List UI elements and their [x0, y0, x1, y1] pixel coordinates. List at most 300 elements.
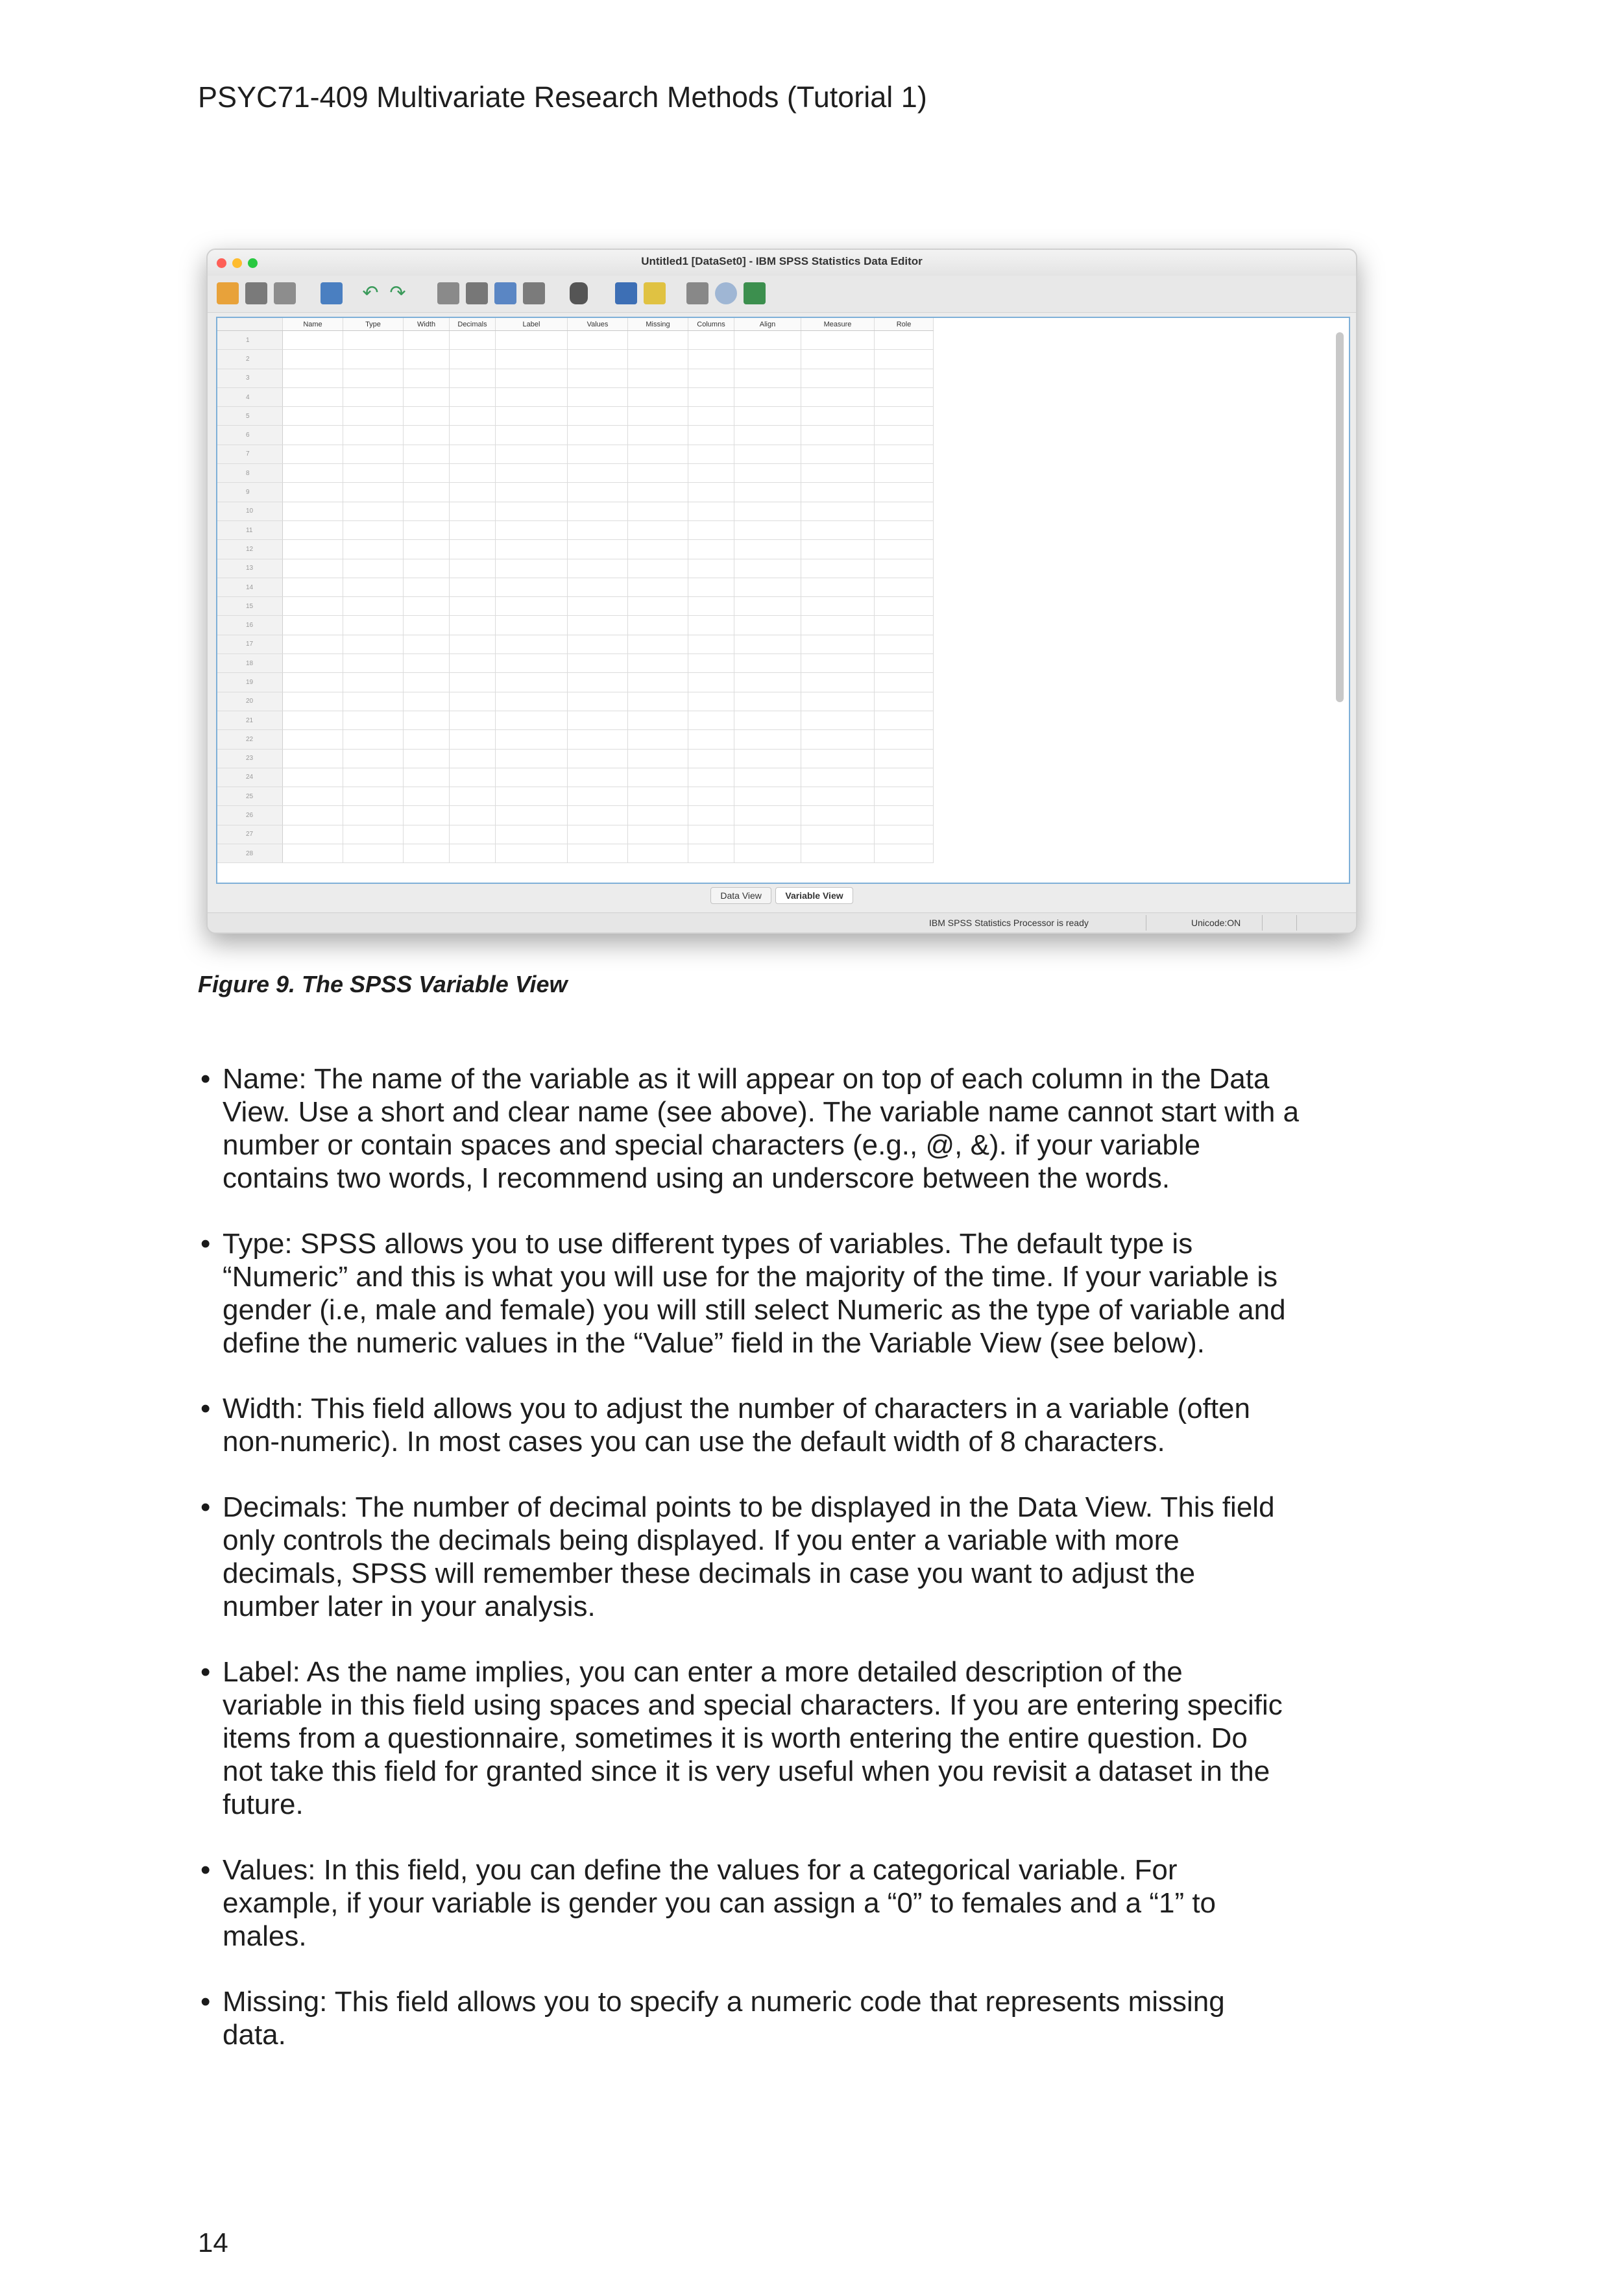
grid-cell[interactable] — [688, 711, 734, 729]
row-number[interactable]: 1 — [217, 331, 283, 350]
grid-cell[interactable] — [568, 520, 628, 539]
grid-cell[interactable] — [568, 730, 628, 749]
grid-cell[interactable] — [628, 597, 688, 616]
grid-cell[interactable] — [568, 540, 628, 559]
grid-cell[interactable] — [875, 445, 934, 463]
grid-cell[interactable] — [688, 445, 734, 463]
grid-cell[interactable] — [450, 673, 496, 692]
column-header[interactable]: Align — [734, 318, 801, 331]
row-number[interactable]: 9 — [217, 483, 283, 502]
grid-cell[interactable] — [283, 387, 343, 406]
grid-cell[interactable] — [496, 350, 568, 369]
grid-cell[interactable] — [628, 749, 688, 768]
grid-cell[interactable] — [404, 616, 450, 635]
grid-cell[interactable] — [734, 825, 801, 844]
grid-cell[interactable] — [628, 369, 688, 387]
grid-cell[interactable] — [628, 844, 688, 863]
grid-cell[interactable] — [875, 787, 934, 806]
grid-cell[interactable] — [343, 844, 404, 863]
grid-cell[interactable] — [496, 654, 568, 673]
grid-cell[interactable] — [688, 654, 734, 673]
grid-cell[interactable] — [688, 464, 734, 483]
grid-cell[interactable] — [628, 806, 688, 825]
grid-cell[interactable] — [801, 597, 875, 616]
grid-cell[interactable] — [404, 673, 450, 692]
grid-cell[interactable] — [450, 559, 496, 578]
grid-cell[interactable] — [496, 502, 568, 520]
grid-cell[interactable] — [496, 426, 568, 445]
grid-cell[interactable] — [628, 787, 688, 806]
grid-cell[interactable] — [628, 426, 688, 445]
grid-cell[interactable] — [404, 692, 450, 711]
column-header[interactable]: Measure — [801, 318, 875, 331]
grid-cell[interactable] — [283, 426, 343, 445]
grid-cell[interactable] — [628, 483, 688, 502]
grid-cell[interactable] — [404, 768, 450, 787]
grid-cell[interactable] — [343, 825, 404, 844]
grid-cell[interactable] — [875, 369, 934, 387]
grid-cell[interactable] — [450, 768, 496, 787]
grid-cell[interactable] — [496, 520, 568, 539]
grid-cell[interactable] — [568, 806, 628, 825]
grid-cell[interactable] — [404, 844, 450, 863]
grid-cell[interactable] — [450, 616, 496, 635]
grid-cell[interactable] — [404, 426, 450, 445]
value-labels-icon[interactable] — [715, 282, 737, 304]
grid-cell[interactable] — [734, 540, 801, 559]
row-number[interactable]: 13 — [217, 559, 283, 578]
column-header[interactable]: Name — [283, 318, 343, 331]
grid-cell[interactable] — [568, 787, 628, 806]
grid-cell[interactable] — [404, 787, 450, 806]
grid-cell[interactable] — [801, 520, 875, 539]
grid-cell[interactable] — [343, 559, 404, 578]
row-number[interactable]: 27 — [217, 825, 283, 844]
grid-cell[interactable] — [404, 407, 450, 426]
grid-cell[interactable] — [688, 616, 734, 635]
grid-cell[interactable] — [283, 825, 343, 844]
grid-cell[interactable] — [343, 331, 404, 350]
grid-cell[interactable] — [628, 445, 688, 463]
grid-cell[interactable] — [343, 540, 404, 559]
grid-cell[interactable] — [875, 635, 934, 653]
grid-cell[interactable] — [688, 387, 734, 406]
grid-cell[interactable] — [496, 673, 568, 692]
print-icon[interactable] — [274, 282, 296, 304]
grid-cell[interactable] — [450, 331, 496, 350]
grid-cell[interactable] — [801, 464, 875, 483]
row-number[interactable]: 20 — [217, 692, 283, 711]
grid-cell[interactable] — [734, 559, 801, 578]
grid-cell[interactable] — [734, 483, 801, 502]
use-variable-sets-icon[interactable] — [744, 282, 766, 304]
vertical-scrollbar[interactable] — [1336, 332, 1344, 702]
row-number[interactable]: 17 — [217, 635, 283, 653]
grid-cell[interactable] — [450, 387, 496, 406]
grid-cell[interactable] — [496, 787, 568, 806]
grid-cell[interactable] — [404, 654, 450, 673]
grid-cell[interactable] — [801, 711, 875, 729]
grid-cell[interactable] — [628, 654, 688, 673]
grid-cell[interactable] — [688, 483, 734, 502]
grid-cell[interactable] — [450, 844, 496, 863]
grid-cell[interactable] — [404, 711, 450, 729]
grid-cell[interactable] — [734, 331, 801, 350]
grid-cell[interactable] — [568, 578, 628, 596]
grid-cell[interactable] — [688, 331, 734, 350]
grid-cell[interactable] — [450, 445, 496, 463]
row-number[interactable]: 7 — [217, 445, 283, 463]
grid-cell[interactable] — [875, 749, 934, 768]
goto-variable-icon[interactable] — [466, 282, 488, 304]
grid-cell[interactable] — [450, 654, 496, 673]
grid-cell[interactable] — [343, 350, 404, 369]
grid-cell[interactable] — [450, 597, 496, 616]
grid-cell[interactable] — [628, 559, 688, 578]
grid-cell[interactable] — [801, 787, 875, 806]
grid-cell[interactable] — [283, 369, 343, 387]
grid-cell[interactable] — [568, 350, 628, 369]
grid-cell[interactable] — [875, 730, 934, 749]
grid-cell[interactable] — [283, 464, 343, 483]
grid-cell[interactable] — [496, 483, 568, 502]
grid-cell[interactable] — [404, 445, 450, 463]
grid-cell[interactable] — [283, 331, 343, 350]
grid-cell[interactable] — [404, 483, 450, 502]
grid-cell[interactable] — [801, 654, 875, 673]
grid-cell[interactable] — [801, 806, 875, 825]
grid-cell[interactable] — [801, 730, 875, 749]
grid-cell[interactable] — [343, 635, 404, 653]
grid-cell[interactable] — [688, 768, 734, 787]
grid-cell[interactable] — [801, 426, 875, 445]
grid-cell[interactable] — [628, 578, 688, 596]
grid-cell[interactable] — [450, 692, 496, 711]
grid-cell[interactable] — [496, 825, 568, 844]
grid-cell[interactable] — [734, 369, 801, 387]
grid-cell[interactable] — [568, 387, 628, 406]
grid-cell[interactable] — [734, 692, 801, 711]
grid-cell[interactable] — [801, 825, 875, 844]
grid-cell[interactable] — [628, 673, 688, 692]
grid-cell[interactable] — [801, 559, 875, 578]
column-header[interactable]: Width — [404, 318, 450, 331]
row-number[interactable]: 10 — [217, 502, 283, 520]
grid-cell[interactable] — [734, 730, 801, 749]
grid-cell[interactable] — [875, 464, 934, 483]
row-number[interactable]: 25 — [217, 787, 283, 806]
grid-cell[interactable] — [568, 844, 628, 863]
grid-cell[interactable] — [688, 730, 734, 749]
grid-cell[interactable] — [568, 825, 628, 844]
grid-cell[interactable] — [628, 768, 688, 787]
grid-cell[interactable] — [283, 844, 343, 863]
grid-cell[interactable] — [283, 483, 343, 502]
grid-cell[interactable] — [568, 483, 628, 502]
grid-cell[interactable] — [688, 787, 734, 806]
grid-cell[interactable] — [734, 616, 801, 635]
grid-cell[interactable] — [628, 711, 688, 729]
grid-cell[interactable] — [496, 635, 568, 653]
grid-cell[interactable] — [404, 635, 450, 653]
grid-cell[interactable] — [568, 768, 628, 787]
grid-cell[interactable] — [801, 445, 875, 463]
grid-cell[interactable] — [343, 426, 404, 445]
grid-cell[interactable] — [628, 387, 688, 406]
grid-cell[interactable] — [343, 483, 404, 502]
grid-cell[interactable] — [734, 673, 801, 692]
grid-cell[interactable] — [688, 350, 734, 369]
undo-icon[interactable]: ↶ — [362, 282, 379, 304]
grid-cell[interactable] — [450, 825, 496, 844]
grid-cell[interactable] — [283, 350, 343, 369]
grid-cell[interactable] — [343, 407, 404, 426]
find-icon[interactable] — [570, 282, 588, 304]
row-number[interactable]: 6 — [217, 426, 283, 445]
grid-cell[interactable] — [343, 520, 404, 539]
grid-cell[interactable] — [283, 692, 343, 711]
row-number[interactable]: 11 — [217, 520, 283, 539]
row-number[interactable]: 15 — [217, 597, 283, 616]
grid-cell[interactable] — [875, 350, 934, 369]
grid-cell[interactable] — [283, 578, 343, 596]
grid-cell[interactable] — [343, 787, 404, 806]
grid-cell[interactable] — [404, 387, 450, 406]
grid-cell[interactable] — [801, 616, 875, 635]
grid-cell[interactable] — [343, 730, 404, 749]
dialog-recall-icon[interactable] — [321, 282, 343, 304]
column-header[interactable]: Decimals — [450, 318, 496, 331]
grid-cell[interactable] — [801, 578, 875, 596]
grid-cell[interactable] — [450, 502, 496, 520]
row-number[interactable]: 16 — [217, 616, 283, 635]
grid-cell[interactable] — [875, 426, 934, 445]
grid-cell[interactable] — [283, 749, 343, 768]
grid-cell[interactable] — [404, 464, 450, 483]
grid-cell[interactable] — [568, 673, 628, 692]
grid-cell[interactable] — [688, 426, 734, 445]
grid-cell[interactable] — [568, 616, 628, 635]
row-number[interactable]: 12 — [217, 540, 283, 559]
column-header[interactable]: Label — [496, 318, 568, 331]
grid-cell[interactable] — [734, 464, 801, 483]
grid-cell[interactable] — [404, 825, 450, 844]
grid-cell[interactable] — [404, 559, 450, 578]
grid-cell[interactable] — [628, 730, 688, 749]
row-number[interactable]: 3 — [217, 369, 283, 387]
grid-cell[interactable] — [450, 635, 496, 653]
grid-cell[interactable] — [450, 350, 496, 369]
grid-cell[interactable] — [734, 844, 801, 863]
grid-cell[interactable] — [496, 540, 568, 559]
grid-cell[interactable] — [688, 597, 734, 616]
row-number[interactable]: 5 — [217, 407, 283, 426]
grid-cell[interactable] — [450, 540, 496, 559]
grid-cell[interactable] — [734, 787, 801, 806]
grid-cell[interactable] — [283, 407, 343, 426]
grid-cell[interactable] — [734, 426, 801, 445]
grid-cell[interactable] — [568, 369, 628, 387]
grid-cell[interactable] — [343, 768, 404, 787]
grid-cell[interactable] — [875, 673, 934, 692]
grid-cell[interactable] — [404, 540, 450, 559]
grid-cell[interactable] — [688, 502, 734, 520]
grid-cell[interactable] — [568, 635, 628, 653]
grid-cell[interactable] — [404, 331, 450, 350]
grid-cell[interactable] — [875, 692, 934, 711]
grid-cell[interactable] — [875, 407, 934, 426]
grid-cell[interactable] — [283, 711, 343, 729]
row-number[interactable]: 4 — [217, 387, 283, 406]
grid-cell[interactable] — [875, 844, 934, 863]
grid-cell[interactable] — [496, 730, 568, 749]
grid-cell[interactable] — [568, 445, 628, 463]
grid-cell[interactable] — [283, 616, 343, 635]
grid-cell[interactable] — [343, 654, 404, 673]
grid-cell[interactable] — [875, 559, 934, 578]
redo-icon[interactable]: ↷ — [389, 282, 406, 304]
grid-cell[interactable] — [283, 806, 343, 825]
grid-cell[interactable] — [688, 578, 734, 596]
grid-cell[interactable] — [628, 635, 688, 653]
open-folder-icon[interactable] — [217, 282, 239, 304]
row-number[interactable]: 28 — [217, 844, 283, 863]
grid-cell[interactable] — [628, 616, 688, 635]
grid-cell[interactable] — [688, 635, 734, 653]
grid-cell[interactable] — [404, 502, 450, 520]
grid-cell[interactable] — [496, 407, 568, 426]
grid-cell[interactable] — [688, 559, 734, 578]
run-descriptives-icon[interactable] — [523, 282, 545, 304]
grid-cell[interactable] — [450, 426, 496, 445]
grid-cell[interactable] — [496, 844, 568, 863]
column-header[interactable]: Columns — [688, 318, 734, 331]
grid-cell[interactable] — [875, 331, 934, 350]
grid-cell[interactable] — [875, 483, 934, 502]
grid-cell[interactable] — [568, 597, 628, 616]
grid-cell[interactable] — [283, 673, 343, 692]
grid-cell[interactable] — [283, 635, 343, 653]
grid-cell[interactable] — [875, 616, 934, 635]
grid-cell[interactable] — [734, 502, 801, 520]
grid-cell[interactable] — [875, 578, 934, 596]
grid-cell[interactable] — [283, 787, 343, 806]
grid-cell[interactable] — [801, 692, 875, 711]
row-number[interactable]: 24 — [217, 768, 283, 787]
grid-cell[interactable] — [734, 350, 801, 369]
grid-cell[interactable] — [734, 635, 801, 653]
grid-cell[interactable] — [801, 749, 875, 768]
grid-cell[interactable] — [875, 806, 934, 825]
grid-cell[interactable] — [875, 520, 934, 539]
grid-cell[interactable] — [496, 749, 568, 768]
grid-cell[interactable] — [801, 350, 875, 369]
grid-cell[interactable] — [283, 597, 343, 616]
grid-cell[interactable] — [496, 711, 568, 729]
grid-cell[interactable] — [875, 540, 934, 559]
grid-cell[interactable] — [496, 578, 568, 596]
grid-cell[interactable] — [875, 597, 934, 616]
grid-cell[interactable] — [404, 350, 450, 369]
grid-cell[interactable] — [404, 730, 450, 749]
grid-cell[interactable] — [875, 654, 934, 673]
grid-cell[interactable] — [801, 635, 875, 653]
grid-cell[interactable] — [404, 597, 450, 616]
grid-cell[interactable] — [496, 768, 568, 787]
grid-cell[interactable] — [568, 407, 628, 426]
grid-cell[interactable] — [801, 502, 875, 520]
grid-cell[interactable] — [875, 711, 934, 729]
column-header[interactable]: Missing — [628, 318, 688, 331]
grid-cell[interactable] — [450, 787, 496, 806]
grid-cell[interactable] — [568, 692, 628, 711]
row-number[interactable]: 2 — [217, 350, 283, 369]
goto-case-icon[interactable] — [437, 282, 459, 304]
grid-cell[interactable] — [450, 464, 496, 483]
grid-cell[interactable] — [283, 502, 343, 520]
grid-cell[interactable] — [734, 407, 801, 426]
grid-cell[interactable] — [875, 768, 934, 787]
grid-cell[interactable] — [568, 749, 628, 768]
grid-cell[interactable] — [801, 387, 875, 406]
grid-cell[interactable] — [628, 407, 688, 426]
grid-cell[interactable] — [404, 749, 450, 768]
grid-cell[interactable] — [628, 825, 688, 844]
grid-cell[interactable] — [450, 749, 496, 768]
grid-cell[interactable] — [450, 806, 496, 825]
grid-cell[interactable] — [568, 502, 628, 520]
grid-cell[interactable] — [450, 483, 496, 502]
grid-cell[interactable] — [496, 445, 568, 463]
grid-cell[interactable] — [343, 597, 404, 616]
grid-cell[interactable] — [734, 445, 801, 463]
grid-cell[interactable] — [568, 711, 628, 729]
grid-cell[interactable] — [628, 464, 688, 483]
grid-cell[interactable] — [568, 559, 628, 578]
grid-cell[interactable] — [801, 483, 875, 502]
grid-cell[interactable] — [875, 825, 934, 844]
grid-cell[interactable] — [688, 749, 734, 768]
grid-cell[interactable] — [283, 654, 343, 673]
row-number[interactable]: 14 — [217, 578, 283, 596]
grid-cell[interactable] — [343, 616, 404, 635]
row-number[interactable]: 21 — [217, 711, 283, 729]
grid-cell[interactable] — [628, 540, 688, 559]
grid-cell[interactable] — [496, 559, 568, 578]
row-number[interactable]: 18 — [217, 654, 283, 673]
grid-cell[interactable] — [801, 540, 875, 559]
grid-cell[interactable] — [343, 673, 404, 692]
tab-data-view[interactable]: Data View — [710, 887, 771, 904]
grid-cell[interactable] — [734, 768, 801, 787]
grid-cell[interactable] — [688, 520, 734, 539]
grid-cell[interactable] — [628, 350, 688, 369]
grid-cell[interactable] — [343, 369, 404, 387]
grid-cell[interactable] — [343, 387, 404, 406]
grid-cell[interactable] — [628, 692, 688, 711]
grid-cell[interactable] — [568, 654, 628, 673]
grid-cell[interactable] — [450, 407, 496, 426]
weight-cases-icon[interactable] — [686, 282, 708, 304]
grid-cell[interactable] — [283, 445, 343, 463]
grid-cell[interactable] — [450, 730, 496, 749]
grid-cell[interactable] — [801, 331, 875, 350]
grid-cell[interactable] — [283, 768, 343, 787]
save-icon[interactable] — [245, 282, 267, 304]
grid-cell[interactable] — [734, 597, 801, 616]
grid-cell[interactable] — [343, 711, 404, 729]
grid-cell[interactable] — [688, 692, 734, 711]
